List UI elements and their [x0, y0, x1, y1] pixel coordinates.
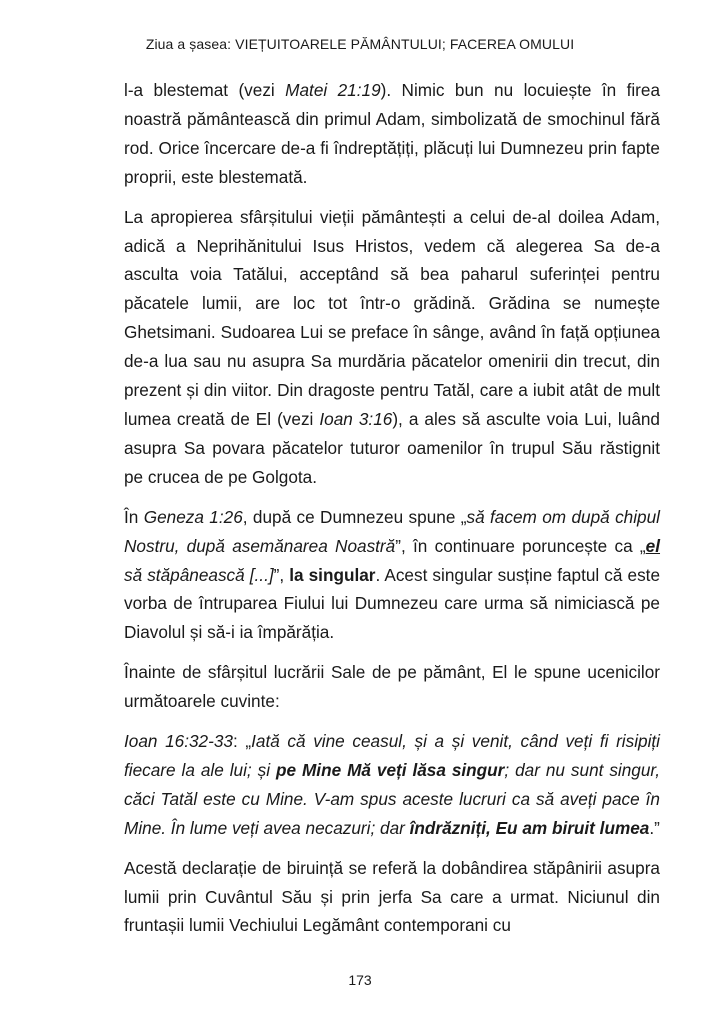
text-run: ; dar nu sunt singur, căci Tatăl este cu Mine. V-am spus aceste lucruri ca să aveți pace în Mine. În lume veți avea necazuri; dar: [124, 759, 660, 838]
text-run: îndrăzniți, Eu am biruit lumea: [409, 817, 650, 838]
text-run: la singular: [289, 564, 376, 585]
text-run: Ioan 16:32-33: [124, 731, 233, 752]
body-text: [124, 76, 660, 951]
text-run: ), a ales să asculte voia Lui, luând asupra Sa povara păcatelor tuturor oamenilor în trupul Său răstignit pe crucea de pe Golgota.: [124, 408, 660, 487]
paragraph-4: [124, 658, 660, 716]
paragraph-3: [124, 503, 660, 648]
text-run: Geneza 1:26: [143, 506, 243, 527]
paragraph-6: [124, 854, 660, 941]
text-run: Acestă declarație de biruință se referă la dobândirea stăpânirii asupra lumii prin Cuvântul Său și prin jerfa Sa care a urmat. Niciunul din fruntașii lumii Vechiului Legământ contemporani cu: [124, 857, 660, 936]
text-run: , după ce Dumnezeu spune „: [242, 506, 467, 527]
page-number: 173: [348, 972, 372, 988]
running-header: Ziua a șasea: VIEȚUITOARELE PĂMÂNTULUI; FACEREA OMULUI: [145, 36, 575, 52]
paragraph-1: [124, 76, 660, 192]
text-run: Înainte de sfârșitul lucrării Sale de pe pământ, El le spune ucenicilor următoarele cuvinte:: [124, 662, 660, 712]
text-run: el: [645, 535, 661, 556]
text-run: . Acest singular susține faptul că este vorba de întruparea Fiului lui Dumnezeu care urma să nimiciască pe Diavolul și să-i ia împărăția.: [124, 564, 661, 643]
text-run: să facem om după chipul Nostru, după asemănarea Noastră: [124, 506, 660, 556]
text-run: În: [124, 506, 144, 527]
text-run: Iată că vine ceasul, și a și venit, când veți fi risipiți fiecare la ale lui; și: [124, 731, 660, 780]
text-run: .”: [649, 817, 660, 838]
text-run: Matei 21:19: [285, 80, 381, 100]
text-run: ). Nimic bun nu locuiește în firea noastră pământească din primul Adam, simbolizată de smochinul fără rod. Orice încercare de-a fi îndreptățiți, plăcuți lui Dumnezeu prin fapte proprii, este blestemată.: [124, 80, 661, 187]
text-run: ”,: [273, 564, 290, 585]
paragraph-5: [124, 727, 660, 843]
text-run: Ioan 3:16: [319, 408, 393, 429]
text-run: l-a blestemat (vezi: [124, 80, 286, 100]
paragraph-2: [124, 203, 660, 492]
text-run: ”, în continuare poruncește ca „: [395, 535, 646, 556]
text-run: : „: [232, 731, 252, 752]
text-run: La apropierea sfârșitului vieții pământești a celui de-al doilea Adam, adică a Neprihănitului Isus Hristos, vedem că alegerea Sa de-a asculta voia Tatălui, acceptând să bea paharul suferinței pentru păcatele lumii, are loc tot într-o grădină. Grădina se numește Ghetsimani. Sudoarea Lui se preface în sânge, având în față opțiunea de-a lua sau nu asupra Sa murdăria păcatelor omenirii din trecut, din prezent și din viitor. Din dragoste pentru Tatăl, care a iubit atât de mult lumea creată de El (vezi: [124, 206, 660, 429]
text-run: să stăpânească [...]: [124, 564, 274, 585]
text-run: pe Mine Mă veți lăsa singur: [275, 759, 505, 780]
